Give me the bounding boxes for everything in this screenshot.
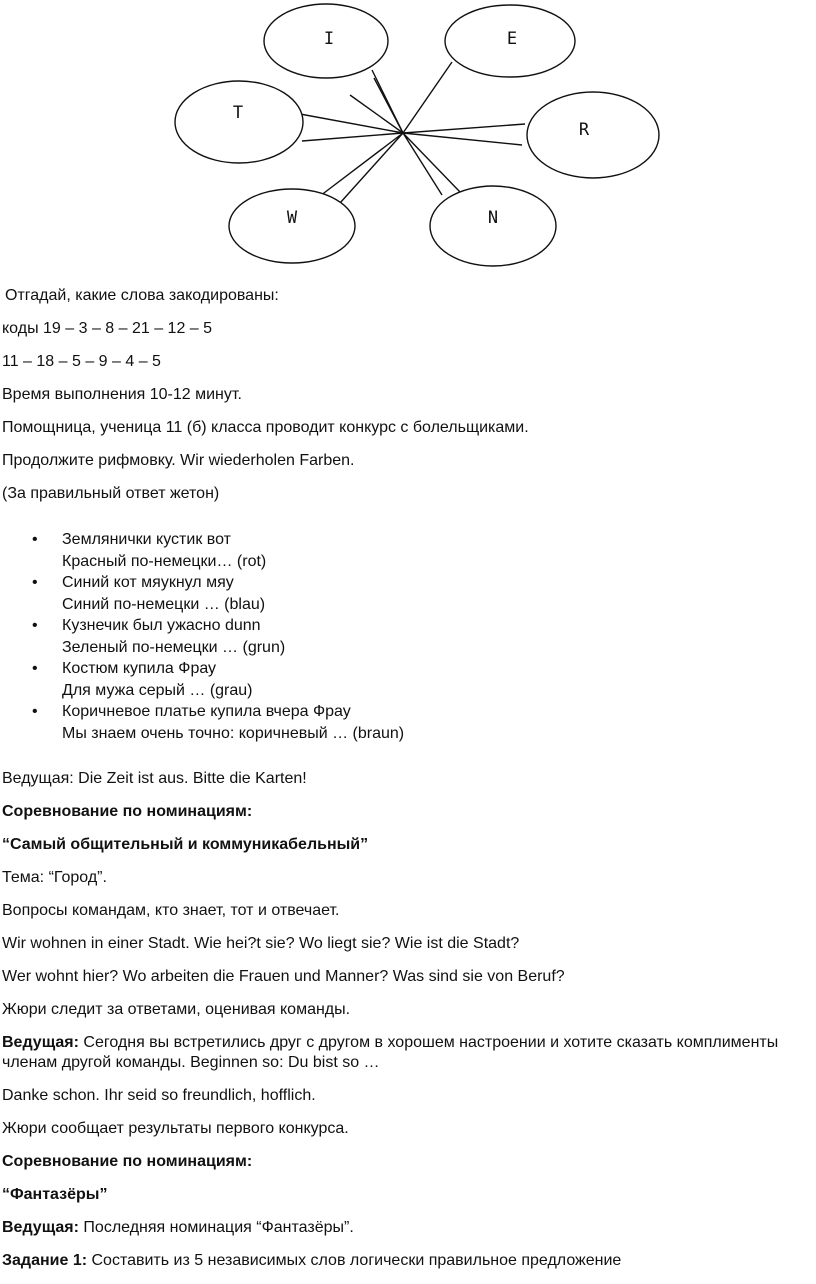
- speaker-label: Ведущая:: [2, 1034, 79, 1051]
- bubble-w-tail: [320, 133, 403, 203]
- rhyme-line: Коричневое платье купила вчера Фрау: [62, 703, 351, 720]
- rhyme-line: Костюм купила Фрау: [62, 660, 217, 677]
- rhyme-line: Зеленый по-немецки … (grun): [62, 638, 286, 656]
- rhyme-instruction: Продолжите рифмовку. Wir wiederholen Farben.: [2, 452, 355, 469]
- bubble-r-letter: R: [578, 120, 590, 140]
- questions-intro: Вопросы командам, кто знает, тот и отвечает.: [2, 902, 340, 919]
- host-compliments: [2, 1033, 802, 1073]
- speaker-label: Ведущая:: [2, 1219, 79, 1236]
- host-line: Ведущая: Die Zeit ist aus. Bitte die Karten!: [2, 770, 307, 787]
- paragraph-text: Последняя номинация “Фантазёры”.: [78, 1219, 354, 1236]
- rhyme-item: [62, 572, 802, 615]
- bubble-e-letter: E: [506, 29, 518, 49]
- helper-note: Помощница, ученица 11 (б) класса проводит конкурс с болельщиками.: [2, 419, 529, 436]
- topic-line: Тема: “Город”.: [2, 869, 107, 886]
- riddle-intro: Отгадай, какие слова закодированы:: [5, 287, 279, 304]
- bubble-i-letter: I: [323, 29, 335, 49]
- questions-line-2: Wer wohnt hier? Wo arbeiten die Frauen und Manner? Was sind sie von Beruf?: [2, 968, 565, 985]
- thanks-line: Danke schon. Ihr seid so freundlich, hofflich.: [2, 1087, 316, 1104]
- host-last-nomination: [2, 1218, 802, 1238]
- letter-bubble-diagram: [0, 0, 816, 280]
- bubble-w-letter: W: [286, 208, 298, 228]
- jury-results: Жюри сообщает результаты первого конкурса.: [2, 1120, 349, 1137]
- rhyme-line: Землянички кустик вот: [62, 531, 231, 548]
- code-line-1: коды 19 – 3 – 8 – 21 – 12 – 5: [2, 320, 213, 337]
- token-note: (За правильный ответ жетон): [2, 485, 220, 502]
- bubble-n-letter: N: [487, 208, 499, 228]
- bubble-r-tail: [403, 124, 525, 145]
- bubble-r: [527, 92, 659, 178]
- rhyme-line: Кузнечик был ужасно dunn: [62, 617, 261, 634]
- rhyme-line: Для мужа серый … (grau): [62, 681, 253, 699]
- nomination-title: “Фантазёры”: [2, 1186, 108, 1203]
- nomination-title: “Самый общительный и коммуникабельный”: [2, 836, 369, 853]
- rhyme-item: [62, 615, 802, 658]
- time-limit: Время выполнения 10-12 минут.: [2, 386, 242, 403]
- document-body: [2, 286, 802, 1284]
- paragraph-text: Составить из 5 независимых слов логически правильное предложение: [87, 1252, 622, 1269]
- rhyme-line: Синий кот мяукнул мяу: [62, 574, 234, 591]
- bubble-t-letter: T: [232, 103, 244, 123]
- code-line-2: 11 – 18 – 5 – 9 – 4 – 5: [2, 353, 161, 370]
- task-1: [2, 1251, 802, 1271]
- bubble-t-tail: [300, 114, 403, 141]
- rhyme-line: Синий по-немецки … (blau): [62, 595, 266, 613]
- task-label: Задание 1:: [2, 1252, 88, 1269]
- section-heading: Соревнование по номинациям:: [2, 803, 253, 820]
- jury-note: Жюри следит за ответами, оценивая команды.: [2, 1001, 351, 1018]
- bubble-n-tail: [403, 133, 460, 195]
- rhyme-item: [62, 701, 802, 744]
- questions-line-1: Wir wohnen in einer Stadt. Wie hei?t sie? Wo liegt sie? Wie ist die Stadt?: [2, 935, 520, 952]
- rhyme-item: [62, 658, 802, 701]
- section-heading: Соревнование по номинациям:: [2, 1153, 253, 1170]
- rhyme-item: [62, 529, 802, 572]
- rhyme-line: Мы знаем очень точно: коричневый … (braun): [62, 724, 405, 742]
- rhyme-line: Красный по-немецки… (rot): [62, 552, 267, 570]
- paragraph-text: Сегодня вы встретились друг с другом в хорошем настроении и хотите сказать комплименты членам другой команды. Beginnen so: Du bist so …: [2, 1034, 779, 1071]
- rhyme-list: [2, 529, 802, 744]
